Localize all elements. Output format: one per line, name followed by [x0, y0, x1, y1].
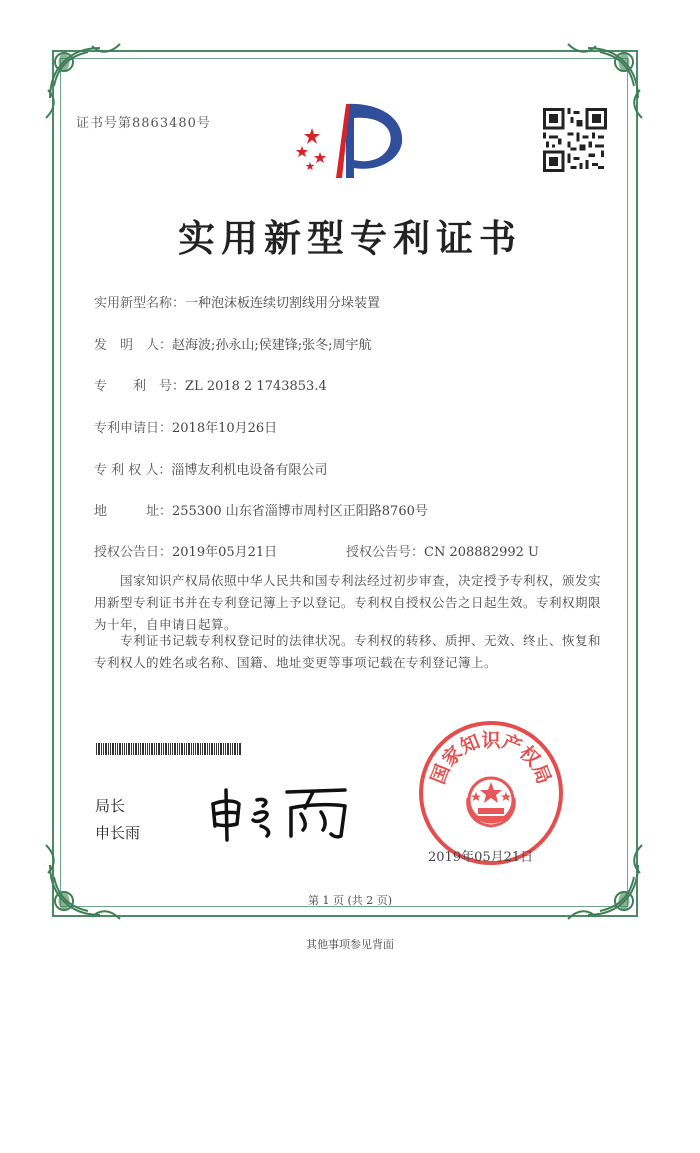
official-seal-icon — [418, 720, 564, 866]
field-label: 授权公告号： — [346, 545, 425, 560]
page-number: 第 1 页 (共 2 页) — [307, 894, 393, 907]
corner-ornament-icon — [40, 829, 136, 925]
field-label: 地 址： — [94, 504, 173, 519]
seal-text: 国家知识产权局 — [428, 730, 554, 788]
field-label: 授权公告日： — [94, 545, 173, 560]
body-paragraph: 专利证书记载专利权登记时的法律状况。专利权的转移、质押、无效、终止、恢复和专利权人的姓名或名称、国籍、地址变更等事项记载在专利登记簿上。 — [94, 633, 602, 670]
field-value: 2019年05月21日 — [172, 545, 278, 560]
field-label: 实用新型名称： — [94, 296, 186, 311]
field-value: 255300 山东省淄博市周村区正阳路8760号 — [172, 504, 428, 519]
field-value: CN 208882992 U — [424, 545, 539, 560]
page-title: 实用新型专利证书 — [178, 216, 522, 260]
field-inventor — [94, 334, 372, 353]
barcode-icon — [96, 743, 242, 755]
field-value: 一种泡沫板连续切割线用分垛装置 — [185, 296, 381, 311]
handwritten-signature-icon — [205, 782, 355, 842]
field-patent-number — [94, 375, 327, 394]
field-application-date — [94, 417, 277, 436]
qr-code-icon — [543, 108, 607, 172]
cnipa-logo-icon — [290, 98, 410, 180]
field-value: 淄博友利机电设备有限公司 — [171, 463, 328, 478]
field-label: 专 利 权 人： — [94, 463, 172, 478]
field-address — [94, 500, 428, 519]
field-value: 2018年10月26日 — [172, 421, 278, 436]
seal-date: 2019年05月21日 — [428, 850, 534, 865]
field-grant-number — [346, 541, 539, 560]
field-label: 发 明 人： — [94, 338, 173, 353]
field-label: 专利申请日： — [94, 421, 173, 436]
signatory-title: 局长 — [95, 797, 126, 815]
field-value: ZL 2018 2 1743853.4 — [185, 379, 327, 394]
corner-ornament-icon — [552, 829, 648, 925]
body-paragraph: 国家知识产权局依照中华人民共和国专利法经过初步审查，决定授予专利权，颁发实用新型专利证书并在专利登记簿上予以登记。专利权自授权公告之日起生效。专利权期限为十年，自申请日起算。 — [94, 573, 602, 632]
signatory-name: 申长雨 — [95, 824, 141, 842]
footer-note: 其他事项参见背面 — [306, 938, 394, 951]
field-utility-model-name — [94, 292, 380, 311]
field-label: 专 利 号： — [94, 379, 186, 394]
field-grant-date — [94, 541, 277, 560]
field-value: 赵海波;孙永山;侯建锋;张冬;周宇航 — [172, 338, 372, 353]
field-patentee — [94, 459, 327, 478]
certificate-number: 证书号第8863480号 — [76, 116, 211, 131]
